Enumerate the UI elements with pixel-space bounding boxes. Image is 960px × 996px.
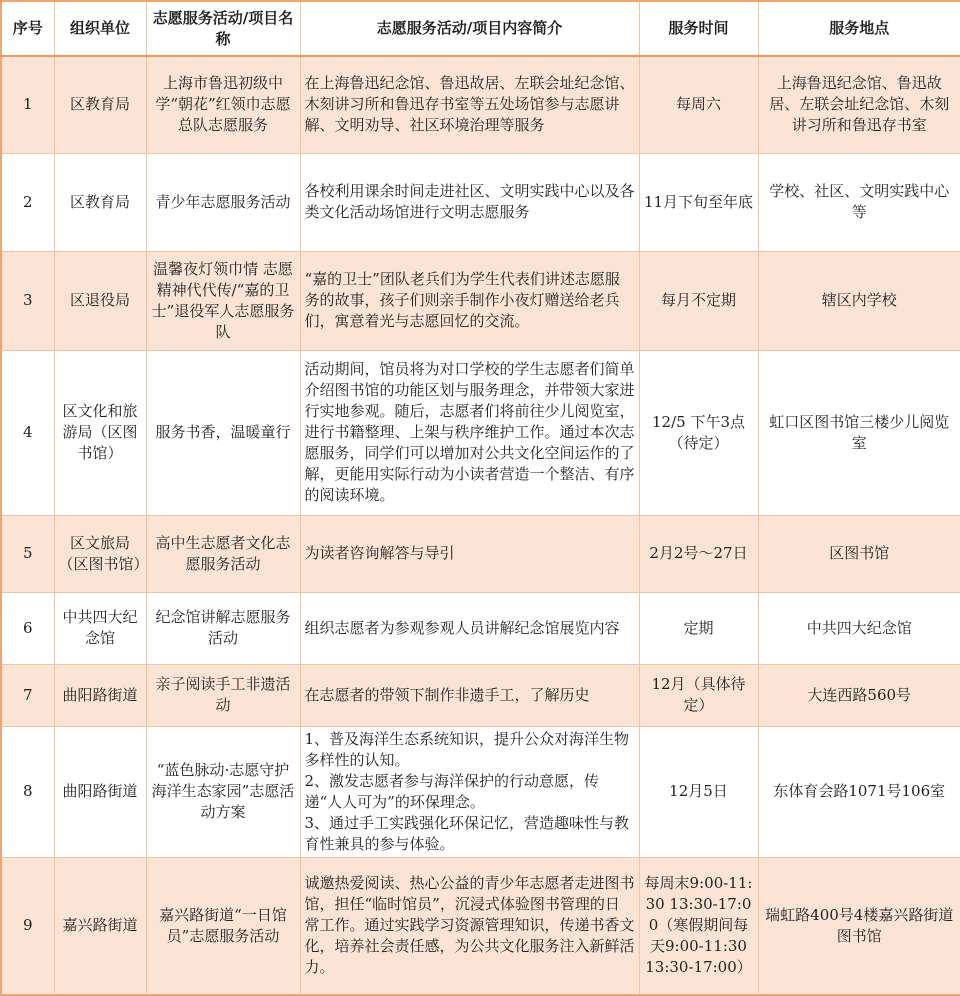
table-row (1, 350, 960, 515)
cell-desc: “嘉的卫士”团队老兵们为学生代表们讲述志愿服务的故事，孩子们则亲手制作小夜灯赠送给老兵们，寓意着光与志愿回忆的交流。 (300, 251, 639, 350)
cell-place: 上海鲁迅纪念馆、鲁迅故居、左联会址纪念馆、木刻讲习所和鲁迅存书室 (758, 56, 960, 153)
cell-name: 嘉兴路街道“一日馆员”志愿服务活动 (146, 857, 300, 995)
cell-org: 曲阳路街道 (54, 664, 146, 726)
header-place: 服务地点 (758, 1, 960, 56)
cell-org: 区文旅局（区图书馆） (54, 515, 146, 592)
cell-time: 12月5日 (639, 726, 758, 857)
cell-org: 区教育局 (54, 153, 146, 251)
cell-org: 区退役局 (54, 251, 146, 350)
cell-desc: 为读者咨询解答与导引 (300, 515, 639, 592)
cell-time: 12/5 下午3点（待定） (639, 350, 758, 515)
cell-desc: 1、普及海洋生态系统知识，提升公众对海洋生物多样性的认知。 2、激发志愿者参与海洋保护的行动意愿，传递“人人可为”的环保理念。 3、通过手工实践强化环保记忆，营造趣味性与教育性兼具的参与体验。 (300, 726, 639, 857)
cell-no: 9 (1, 857, 54, 995)
cell-place: 大连西路560号 (758, 664, 960, 726)
cell-org: 曲阳路街道 (54, 726, 146, 857)
cell-name: “蓝色脉动·志愿守护海洋生态家园”志愿活动方案 (146, 726, 300, 857)
cell-org: 区教育局 (54, 56, 146, 153)
cell-time: 2月2号～27日 (639, 515, 758, 592)
header-no: 序号 (1, 1, 54, 56)
cell-desc: 活动期间，馆员将为对口学校的学生志愿者们简单介绍图书馆的功能区划与服务理念，并带领大家进行实地参观。随后，志愿者们将前往少儿阅览室，进行书籍整理、上架与秩序维护工作。通过本次志愿服务，同学们可以增加对公共文化空间运作的了解，更能用实际行动为小读者营造一个整洁、有序的阅读环境。 (300, 350, 639, 515)
cell-desc: 诚邀热爱阅读、热心公益的青少年志愿者走进图书馆，担任“临时馆员”，沉浸式体验图书管理的日常工作。通过实践学习资源管理知识，传递书香文化，培养社会责任感，为公共文化服务注入新鲜活力。 (300, 857, 639, 995)
table-row (1, 515, 960, 592)
table-row (1, 857, 960, 995)
cell-org: 中共四大纪念馆 (54, 592, 146, 664)
cell-no: 5 (1, 515, 54, 592)
cell-desc: 在上海鲁迅纪念馆、鲁迅故居、左联会址纪念馆、木刻讲习所和鲁迅存书室等五处场馆参与志愿讲解、文明劝导、社区环境治理等服务 (300, 56, 639, 153)
cell-time: 每月不定期 (639, 251, 758, 350)
cell-no: 6 (1, 592, 54, 664)
cell-time: 定期 (639, 592, 758, 664)
table-body (1, 56, 960, 995)
header-org: 组织单位 (54, 1, 146, 56)
cell-org: 区文化和旅游局（区图书馆） (54, 350, 146, 515)
table-row (1, 56, 960, 153)
cell-time: 每周六 (639, 56, 758, 153)
cell-place: 瑞虹路400号4楼嘉兴路街道图书馆 (758, 857, 960, 995)
header-name: 志愿服务活动/项目名称 (146, 1, 300, 56)
cell-time: 12月（具体待定） (639, 664, 758, 726)
cell-org: 嘉兴路街道 (54, 857, 146, 995)
table-row (1, 153, 960, 251)
table-row (1, 726, 960, 857)
cell-name: 温馨夜灯领巾情 志愿精神代代传/“嘉的卫士”退役军人志愿服务队 (146, 251, 300, 350)
cell-name: 纪念馆讲解志愿服务活动 (146, 592, 300, 664)
cell-place: 学校、社区、文明实践中心等 (758, 153, 960, 251)
cell-name: 服务书香，温暖童行 (146, 350, 300, 515)
cell-name: 青少年志愿服务活动 (146, 153, 300, 251)
cell-no: 2 (1, 153, 54, 251)
table-row (1, 592, 960, 664)
cell-place: 区图书馆 (758, 515, 960, 592)
cell-desc: 各校利用课余时间走进社区、文明实践中心以及各类文化活动场馆进行文明志愿服务 (300, 153, 639, 251)
cell-desc: 组织志愿者为参观参观人员讲解纪念馆展览内容 (300, 592, 639, 664)
header-desc: 志愿服务活动/项目内容简介 (300, 1, 639, 56)
table-header-row (1, 1, 960, 56)
cell-desc: 在志愿者的带领下制作非遗手工，了解历史 (300, 664, 639, 726)
cell-no: 7 (1, 664, 54, 726)
table-row (1, 664, 960, 726)
cell-no: 3 (1, 251, 54, 350)
cell-time: 11月下旬至年底 (639, 153, 758, 251)
table-row (1, 251, 960, 350)
header-time: 服务时间 (639, 1, 758, 56)
cell-name: 亲子阅读手工非遗活动 (146, 664, 300, 726)
cell-time: 每周末9:00-11:30 13:30-17:00（寒假期间每天9:00-11:30 13:30-17:00） (639, 857, 758, 995)
cell-place: 中共四大纪念馆 (758, 592, 960, 664)
cell-place: 虹口区图书馆三楼少儿阅览室 (758, 350, 960, 515)
cell-name: 高中生志愿者文化志愿服务活动 (146, 515, 300, 592)
cell-no: 4 (1, 350, 54, 515)
cell-place: 东体育会路1071号106室 (758, 726, 960, 857)
cell-no: 8 (1, 726, 54, 857)
cell-place: 辖区内学校 (758, 251, 960, 350)
cell-no: 1 (1, 56, 54, 153)
cell-name: 上海市鲁迅初级中学“朝花”红领巾志愿总队志愿服务 (146, 56, 300, 153)
